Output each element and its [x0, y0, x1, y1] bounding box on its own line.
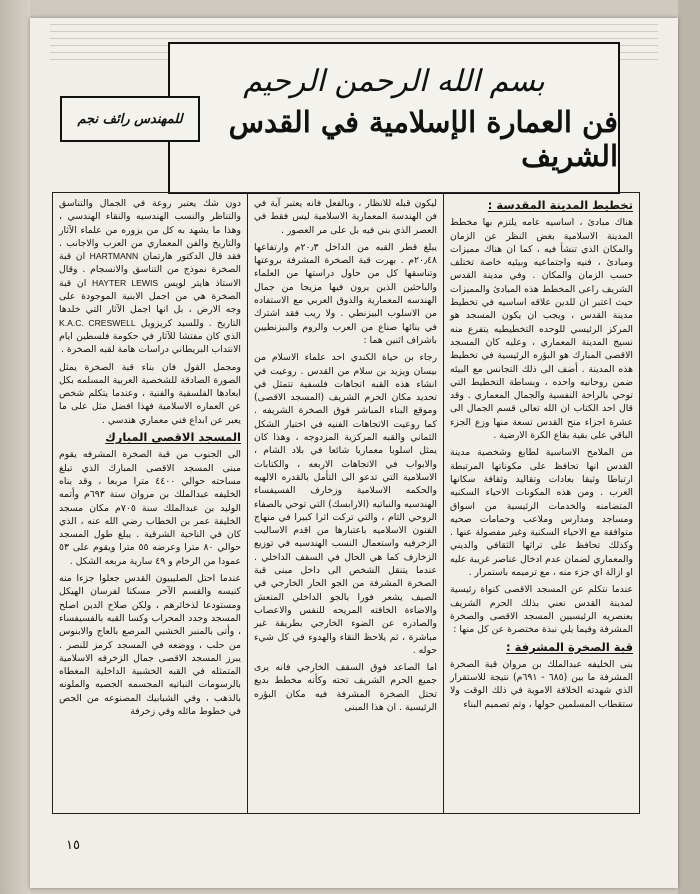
section-heading-al-aqsa: المسجد الاقصى المبارك	[105, 430, 241, 445]
latin-name-hayter-lewis: HAYTER LEWIS	[92, 277, 159, 288]
text-run: دون شك يعتبر روعة في الجمال والتناسق والتناظر والنسب الهندسيه والنقاء الهندسي ، وهذا ما يشهد به كل من يزوره من علماء الآثار والتاريخ والفن المعماري من العرب والاجانب . فقد قال الدكتور هارتمان	[59, 198, 241, 263]
author-name: للمهندس رائف نجم	[77, 111, 183, 127]
column-left	[53, 193, 247, 813]
article-title: فن العمارة الإسلامية في القدس الشريف	[228, 104, 618, 173]
page-number: ١٥	[66, 838, 80, 853]
paragraph: هناك مبادئ ، اساسيه عامه يلتزم بها مخطط المدينة الاسلامية بغض النظر عن الزمان والمكان الذي تنشأ فيه ، كما ان هناك مميزات ومبادئ ، فنيه واجتماعيه وبيئيه خاصة تختلف حسب الزمان والمكان . وفي مدينة القدس الشريف راعى المخطط هذه المبادئ والمميزات حيث اعتبر ان للدين علاقه اساسيه في تخطيط مدينة القدس ، ويجب ان يكون المسجد هو المركز الرئيسي للوحده التخطيطيه يتفرع منه نسيج المدينة المعماري ، وعليه كان المسجد الاقصى المبارك هو البؤره الرئيسية في تخطيط هذه المدينة . أضف الى ذلك التجانس مع البيئه ضمن روحانيه واحده ، وبساطة التخطيط التي توحي بالراحة النفسية والجمال المعماري . وقد قال احد الكتاب ان الله تعالى قسم الجمال الى عشرة اجزاء منح القدس تسعة منها وزع الجزء الباقي على بقية بقاع الكرة الارضية .	[450, 217, 633, 442]
section-heading-dome-of-rock: قبة الصخرة المشرفة :	[506, 639, 633, 654]
column-right	[443, 193, 639, 813]
text-run: الذي كان مفتشا للآثار في حكومة فلسطين ايام الانتداب البريطاني دراسات هامة لقبه الصخرة .	[59, 330, 241, 356]
paragraph: يبلغ قطر القبه من الداخل ٢٠٫٣م وارتفاعها ٢٠٫٤٨م . بهرت قبة الصخرة المشرفة بروعتها وتناسقها كل من حاول دراستها من العلماء والباحثين الذين يرون فيها مزيجا من جمال الهندسه المعمارية والذوق العربي مع الاستفاده من الاسلوب البيزنطي . ولا ريب فقد اشترك في بنائها صناع من العرب والروم والبيزنطيين باشراف اثنين هما :	[254, 241, 437, 346]
binding-edge	[678, 0, 700, 894]
paragraph: بنى الخليفه عبدالملك بن مروان قبة الصخرة المشرفة ما بين (٦٨٥ - ٦٩١م) نتيجة للاستقرار الذي شهدته الخلافة الاموية في ذلك الوقت ولا ستقطاب المسلمين حولها ، وتم تصميم البناء	[450, 658, 634, 710]
paragraph	[59, 197, 241, 357]
section-heading-city-planning: تخطيط المدينة المقدسة :	[487, 198, 633, 212]
column-middle	[247, 193, 443, 813]
text-run: ان قبة الصخرة هي من اجمل الابنية الموجودة على وجه الارض ، بل انها اجمل الآثار التي خلدها التاريخ . وللسيد كريزويل	[59, 277, 241, 329]
paragraph: ليكون قبله للانظار ، وبالفعل فانه يعتبر آية في فن الهندسة المعمارية الاسلامية ليس فقط في العصر الذي بني فيه بل على مر العصور .	[254, 198, 437, 236]
title-box	[168, 42, 620, 194]
paragraph: اما الصاعد فوق السقف الخارجي فانه يرى جميع الحرم الشريف تحته وكأنه مخطط بديع تحتل الصخرة المشرفة فيه مكان البؤره الرئيسية . ان هذا المبنى	[254, 662, 437, 713]
paragraph: الى الجنوب من قبة الصخرة المشرفه يقوم مبنى المسجد الاقصى المبارك الذي تبلغ مساحته حوالي ٤٤٠٠ مترا مربعا ، وقد بناه الخليفه عبدالملك بن مروان سنة ٦٩٣م وأتمه الوليد بن عبدالملك سنة ٧٠٥م مكان مسجد الخليفة عمر بن الخطاب رضي الله عنه ، الذي كان في الناحية الشرقية . يبلغ طول المسجد حوالي ٨٠ مترا وعرضه ٥٥ مترا ويقوم على ٥٣ عمودا من الرخام و ٤٩ سارية مربعه الشكل .	[59, 449, 242, 567]
paragraph: عندما احتل الصليبيون القدس جعلوا جزءا منه كنيسه والقسم الآخر مسكنا لفرسان الهيكل ومستودعا لذخائرهم ، ولكن صلاح الدين اصلح المسجد وجدد المحراب وكسا القبه بالفسيفساء ، وأتى بالمنبر الخشبي المرصع بالعاج والابنوس من حلب ، ووضعه في المسجد كرمز للنصر . يبرز المسجد الاقصى جمال الزخرفه الاسلامية المتمثله في القبه الخشبية الداخلية المغطاه بالرسومات النباتيه المجسمه الجصيه والملونه بالذهب ، وفي الشبابيك المصنوعه من الجص في خطوط مائله وفي زخرفة	[59, 573, 241, 717]
previous-page-edge	[0, 0, 30, 894]
basmala: بسم الله الرحمن الرحيم	[243, 63, 545, 99]
paragraph: رجاء بن حياة الكندي احد علماء الاسلام من بيسان ويزيد بن سلام من القدس . روعيت في انشاء هذه القبه اتجاهات فلسفية تتمثل في تحديد مكان الحرم الشريف (المسجد الاقصى) وموقع البناء المباشر فوق الصخرة الشريفه . كما روعيت الاتجاهات الفنيه في اختيار الشكل الثماني والقبه المركزية المزدوجه ، وهذا كان يمثل اسلوبا معماريا شائعا في بلاد الشام ، والابواب في الاتجاهات الاربعه ، والكتابات الاسلامية التي تدعو الى التأمل بالقدره الالهيه والحكمه الاسلامية وزخارف الفسيفساء الهندسيه والنباتيه (الارابسك) التي توحي بالصفاء الروحي التام ، والتي تركت اثرا كبيرا في منهاج الفنون الاسلاميه باعتبارها من اقدم الاساليب الزخرفيه واستعمال النسب الهندسيه في توزيع الزخارف كما هي الحال في السقف الداخلي . عندما يتنقل الشخص الى داخل مبنى قبة الصخرة المشرفة من الجو الحار الخارجي في الصيف يشعر فورا بالجو الداخلي المنعش والاضاءة الخافته المريحه للنفس والاعصاب والصادره عن الضوء الخارجي بطريقة غير مباشرة ، ثم يلاحظ النقاء والهدوء في كل شيء حوله .	[254, 352, 437, 656]
text-run: ان قبة الصخرة نموذج من التناسق والانسجام . وقال الاستاذ هايتر لويس	[59, 251, 241, 289]
paragraph: عندما نتكلم عن المسجد الاقصى كنواة رئيسية لمدينة القدس نعني بذلك الحرم الشريف بعنصريه الرئيسيين المسجد الاقصى والصخرة المشرفة وفيما يلي نبذة مختصرة عن كل منها :	[450, 584, 633, 636]
author-box	[60, 96, 200, 142]
paragraph: من الملامح الاساسية لطابع وشخصية مدينة القدس انها تحافظ على مكوناتها المرتبطة ارتباطا وثيقا بعادات وتقاليد وثقافة سكانها العرب . ومن هذه المكونات الاحياء السكنيه المتضامنه والخدمات الرئيسية من اسواق ومساجد ومدارس وملاعب وحمامات صحيه متوافقة مع الاحياء السكنية وغير مفصولة عنها . وكذلك تحافظ على تراثها الثقافي والديني والمعماري لضمان عدم ادخال عناصر غريبة عليه او ازالة اي جزء منه ، مع ترميمه باستمرار .	[450, 447, 633, 579]
latin-name-hartmann: HARTMANN	[89, 251, 139, 262]
latin-name-creswell: K.A.C. CRESWELL	[59, 317, 136, 328]
article-columns	[52, 192, 640, 814]
paragraph: ومجمل القول فان بناء قبة الصخرة يمثل الصورة الصادقة للشخصية العربية المسلمه بكل ابعادها الفلسفية والفنية ، وعندما يتكلم شخص عن العماره الاسلامية فهذا افضل مثل على ما يعبر عن ابداع فني معماري هندسي .	[59, 361, 241, 426]
